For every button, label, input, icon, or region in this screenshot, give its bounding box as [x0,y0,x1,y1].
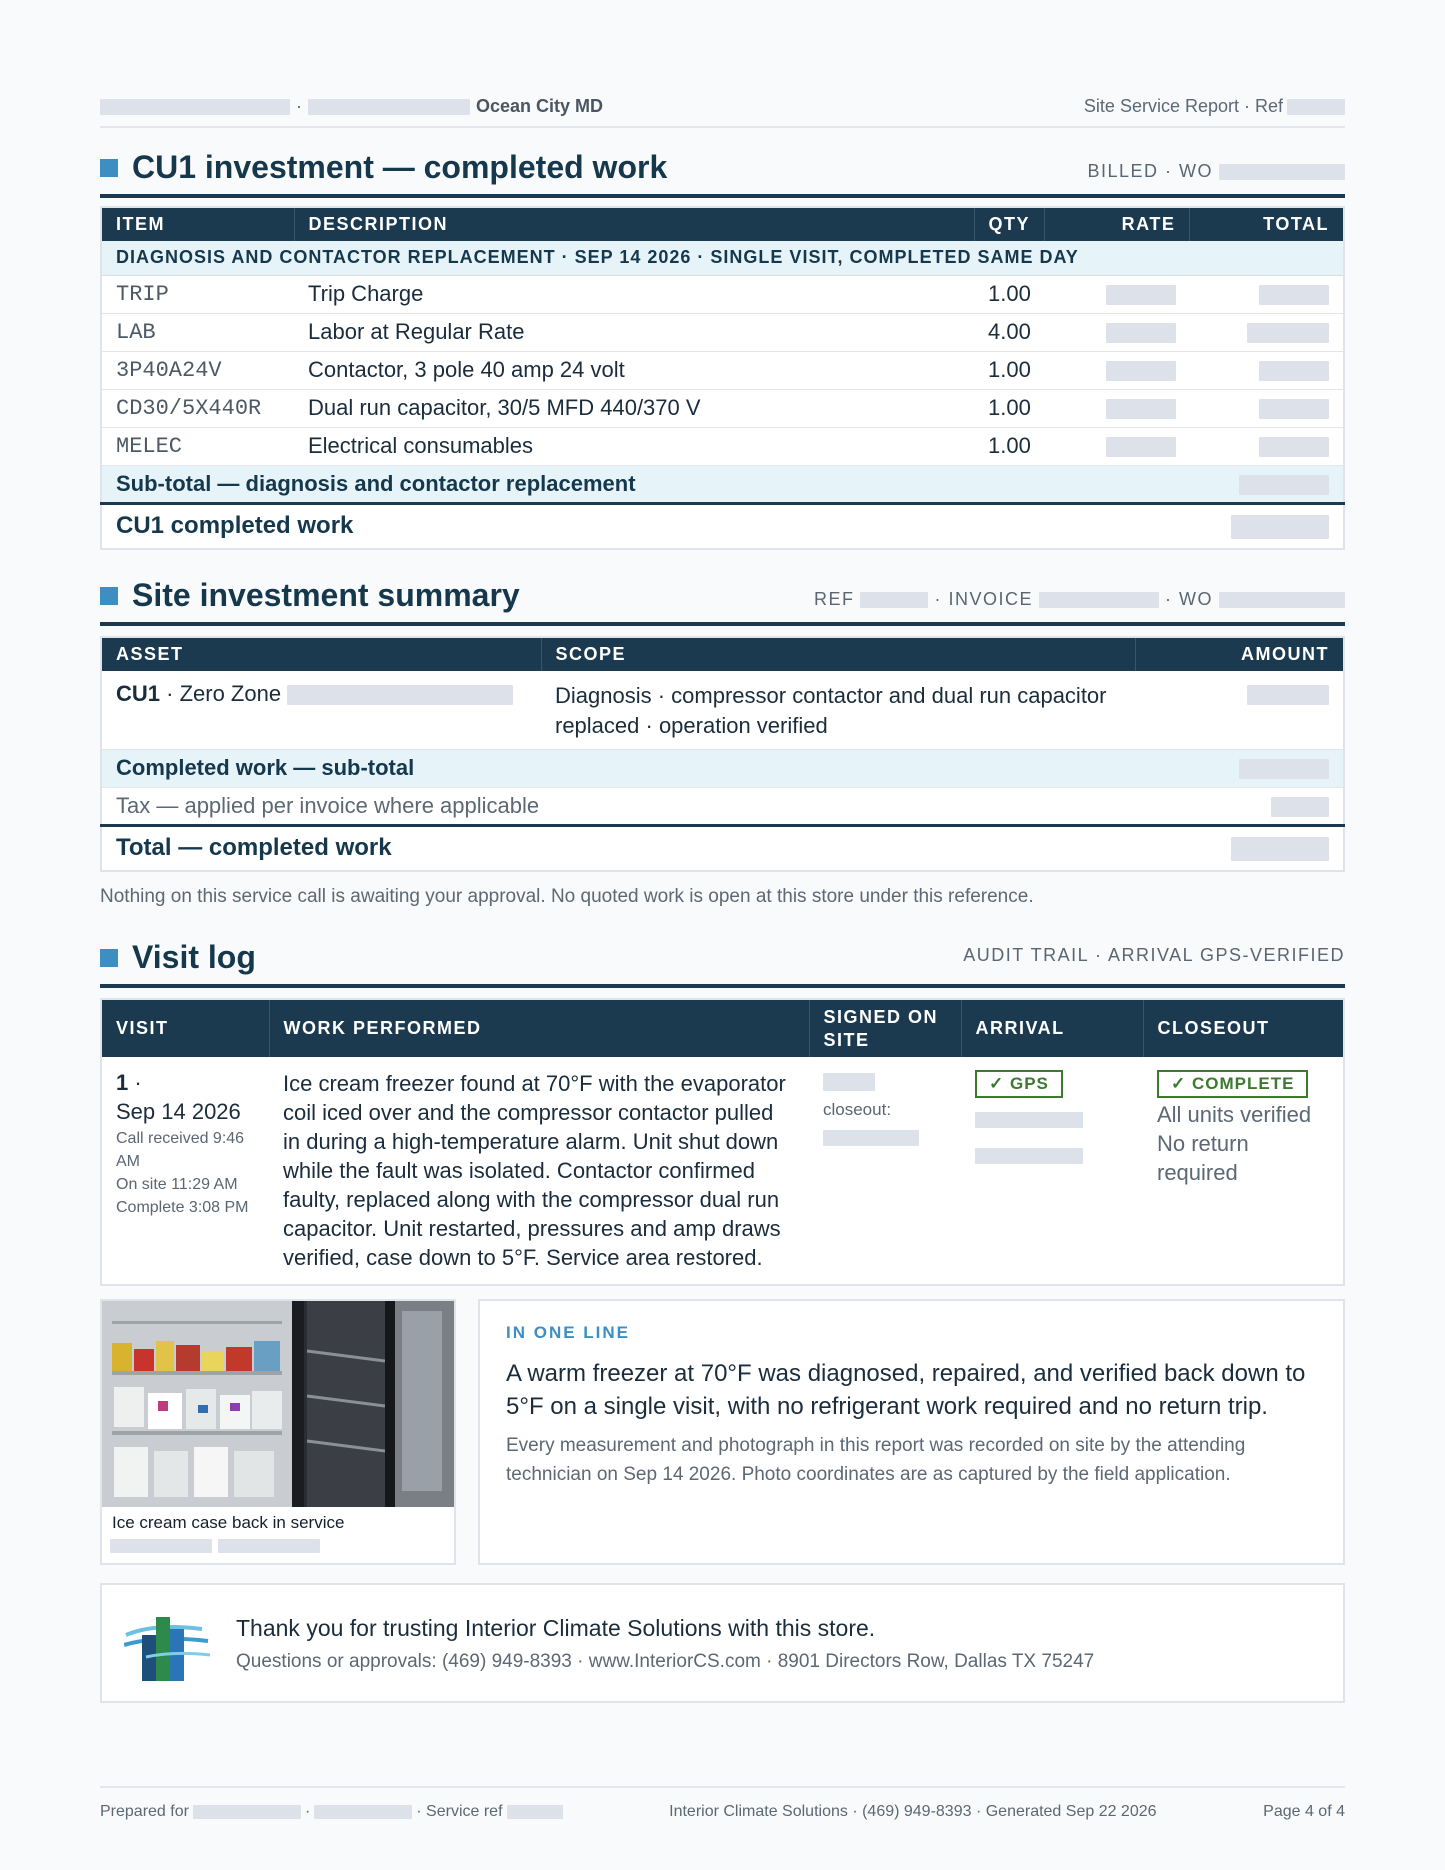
table-row [101,351,1344,389]
visit-cell [101,1057,269,1285]
service-ref-label: · Service ref [416,1803,503,1820]
header-city: Ocean City MD [476,96,604,116]
visit-log-table [100,998,1345,1286]
item-qty: 1.00 [974,389,1045,427]
tax-row [101,787,1344,825]
item-qty: 4.00 [974,313,1045,351]
cu1-section-title [100,149,667,194]
photo-card [100,1299,456,1565]
cu1-line-items-table [100,206,1345,550]
complete-badge [1157,1070,1308,1098]
summary-section-title [100,577,520,622]
item-description: Electrical consumables [294,427,974,465]
col-rate: RATE [1045,207,1190,241]
item-qty: 1.00 [974,275,1045,313]
col-amount: AMOUNT [1135,637,1344,671]
redacted-store-address [308,99,470,115]
item-description: Dual run capacitor, 30/5 MFD 440/370 V [294,389,974,427]
item-total [1190,275,1344,313]
item-description: Labor at Regular Rate [294,313,974,351]
col-qty: QTY [974,207,1045,241]
header-location [100,96,603,117]
work-performed-text: Ice cream freezer found at 70°F with the evaporator coil iced over and the compressor contactor pulled in during a high-temperature alarm. Unit shut down while the fault was isolated. Contactor confirmed faulty, replaced along with the compressor dual run capacitor. Unit restarted, pressures and amp draws verified, case down to 5°F. Service area restored. [283,1071,786,1270]
subtotal-row [101,749,1344,787]
visit-index: 1 [116,1070,129,1095]
redacted-rate [1106,285,1176,305]
item-total [1190,427,1344,465]
redacted-total-amount [1231,837,1329,861]
item-code: MELEC [101,427,294,465]
table-row [101,427,1344,465]
page-footer [100,1786,1345,1836]
redacted-wo [1219,592,1345,608]
tax-label: Tax — applied per invoice where applicable [101,787,1135,825]
subtotal-label: Completed work — sub-total [101,749,1135,787]
header-separator: · [296,96,302,116]
scope-text: Diagnosis · compressor contactor and dual run capacitor replaced · operation verified [541,671,1135,749]
item-code: TRIP [101,275,294,313]
group-row [101,241,1344,275]
summary-section-header [100,576,1345,626]
redacted-amount [1247,685,1329,705]
item-code: 3P40A24V [101,351,294,389]
section-marker-icon [100,949,118,967]
gps-badge [975,1070,1063,1098]
table-row [101,313,1344,351]
subtotal-row [101,465,1344,503]
section-marker-icon [100,587,118,605]
asset-model: · Zero Zone [160,681,282,706]
redacted-total [1247,323,1329,343]
cu1-billed-wo: BILLED · WO [1087,161,1213,181]
asset-id: CU1 [116,681,161,706]
cu1-section-header [100,148,1345,198]
company-logo-icon [124,1605,212,1685]
col-arrival: ARRIVAL [961,999,1143,1057]
footer-prepared-for [100,1803,563,1821]
item-rate [1045,389,1190,427]
prepared-label: Prepared for [100,1803,189,1820]
visitlog-heading: Visit log [132,939,256,975]
visitlog-section-header [100,934,1345,988]
total-label: CU1 completed work [101,503,1190,549]
redacted-wo-number [1219,164,1345,180]
redacted-rate [1106,399,1176,419]
ice-cream-case-image [102,1301,454,1507]
col-scope: SCOPE [541,637,1135,671]
item-code: LAB [101,313,294,351]
subtotal-label: Sub-total — diagnosis and contactor replacement [101,465,1190,503]
redacted-rate [1106,361,1176,381]
thank-you-card [100,1583,1345,1703]
closeout-cell [1143,1057,1344,1285]
asset-cell [101,671,541,749]
in-one-line-headline: A warm freezer at 70°F was diagnosed, repaired, and verified back down to 5°F on a single visit, with no refrigerant work required and no return trip. [506,1360,1306,1420]
redacted-photo-lon [218,1539,320,1553]
freezer-photo [102,1301,454,1507]
redacted-gps-lon [975,1148,1083,1164]
summary-ref-label: REF [813,589,855,609]
redacted-customer [193,1805,301,1819]
total-row [101,825,1344,871]
col-closeout: CLOSEOUT [1143,999,1344,1057]
approval-note: Nothing on this service call is awaiting your approval. No quoted work is open at this store under this reference. [100,886,1034,907]
redacted-store-name [100,99,290,115]
closeout-label: closeout: [823,1100,892,1119]
col-work: WORK PERFORMED [269,999,809,1057]
item-rate [1045,275,1190,313]
asset-amount [1135,671,1344,749]
redacted-total [1259,437,1329,457]
footer-company-line: Interior Climate Solutions · (469) 949-8393 · Generated Sep 22 2026 [669,1803,1157,1820]
redacted-gps-lat [975,1112,1083,1128]
item-rate [1045,313,1190,351]
complete-badge-label: ✓ COMPLETE [1171,1074,1295,1093]
col-total: TOTAL [1190,207,1344,241]
col-signed: SIGNED ON SITE [809,999,961,1057]
contact-details: Questions or approvals: (469) 949-8393 · www.InteriorCS.com · 8901 Directors Row, Dallas TX 75247 [236,1651,1095,1672]
item-description: Trip Charge [294,275,974,313]
group-label: DIAGNOSIS AND CONTACTOR REPLACEMENT · SEP 14 2026 · SINGLE VISIT, COMPLETED SAME DAY [101,241,1344,275]
summary-invoice-label: · INVOICE [934,589,1033,609]
redacted-service-ref [507,1805,563,1819]
on-site-time: On site 11:29 AM [116,1176,238,1193]
header-report-ref [1084,96,1345,117]
in-one-line-card [478,1299,1345,1565]
tax-amount [1135,787,1344,825]
in-one-line-body: Every measurement and photograph in this report was recorded on site by the attending technician on Sep 14 2026. Photo coordinates are as captured by the field application. [506,1435,1246,1485]
visit-dot: · [128,1070,142,1095]
item-total [1190,313,1344,351]
summary-heading: Site investment summary [132,577,520,613]
total-amount [1190,503,1344,549]
table-header-row [101,637,1344,671]
redacted-total [1259,361,1329,381]
redacted-subtotal [1239,475,1329,495]
redacted-asset-serial [287,685,513,705]
col-asset: ASSET [101,637,541,671]
item-total [1190,389,1344,427]
redacted-signature [823,1073,875,1091]
thank-you-message: Thank you for trusting Interior Climate Solutions with this store. [236,1615,876,1641]
subtotal-amount [1190,465,1344,503]
item-description: Contactor, 3 pole 40 amp 24 volt [294,351,974,389]
photo-coordinates [110,1539,320,1553]
audit-trail-label: AUDIT TRAIL · ARRIVAL GPS-VERIFIED [963,945,1345,965]
col-visit: VISIT [101,999,269,1057]
signed-cell [809,1057,961,1285]
table-header-row [101,999,1344,1057]
call-received-time: Call received 9:46 AM [116,1130,245,1170]
visit-number [116,1069,255,1097]
subtotal-amount [1135,749,1344,787]
closeout-note: All units verified No return required [1157,1102,1312,1185]
total-row [101,503,1344,549]
section-marker-icon [100,159,118,177]
redacted-tax [1271,797,1329,817]
redacted-subtotal [1239,759,1329,779]
visitlog-section-title [100,939,256,984]
item-rate [1045,427,1190,465]
item-rate [1045,351,1190,389]
table-header-row [101,207,1344,241]
item-code: CD30/5X440R [101,389,294,427]
redacted-report-ref [1287,99,1345,115]
redacted-ref [860,592,928,608]
cu1-meta [1087,161,1345,194]
visit-date: Sep 14 2026 [116,1099,241,1124]
page-number: Page 4 of 4 [1263,1803,1345,1820]
summary-wo-label: · WO [1165,589,1213,609]
summary-meta [814,589,1345,622]
redacted-total [1259,399,1329,419]
col-description: DESCRIPTION [294,207,974,241]
report-label: Site Service Report · Ref [1083,96,1283,116]
col-item: ITEM [101,207,294,241]
redacted-photo-lat [110,1539,212,1553]
running-header [100,96,1345,128]
total-amount [1135,825,1344,871]
visitlog-meta [963,945,1345,984]
photo-caption: Ice cream case back in service [112,1513,345,1532]
redacted-closeout-signer [823,1130,919,1146]
redacted-invoice [1039,592,1159,608]
table-row [101,275,1344,313]
item-total [1190,351,1344,389]
complete-time: Complete 3:08 PM [116,1199,249,1216]
redacted-total-amount [1231,515,1329,539]
cu1-heading: CU1 investment — completed work [132,149,668,185]
in-one-line-kicker: IN ONE LINE [506,1323,631,1342]
item-qty: 1.00 [974,351,1045,389]
redacted-rate [1106,323,1176,343]
visit-row [101,1057,1344,1285]
redacted-total [1259,285,1329,305]
table-row [101,389,1344,427]
summary-table [100,636,1345,872]
gps-badge-label: ✓ GPS [989,1074,1049,1093]
total-label: Total — completed work [101,825,1135,871]
table-row [101,671,1344,749]
redacted-store [314,1805,412,1819]
arrival-cell [961,1057,1143,1285]
footer-separator: · [304,1803,311,1820]
redacted-rate [1106,437,1176,457]
item-qty: 1.00 [974,427,1045,465]
